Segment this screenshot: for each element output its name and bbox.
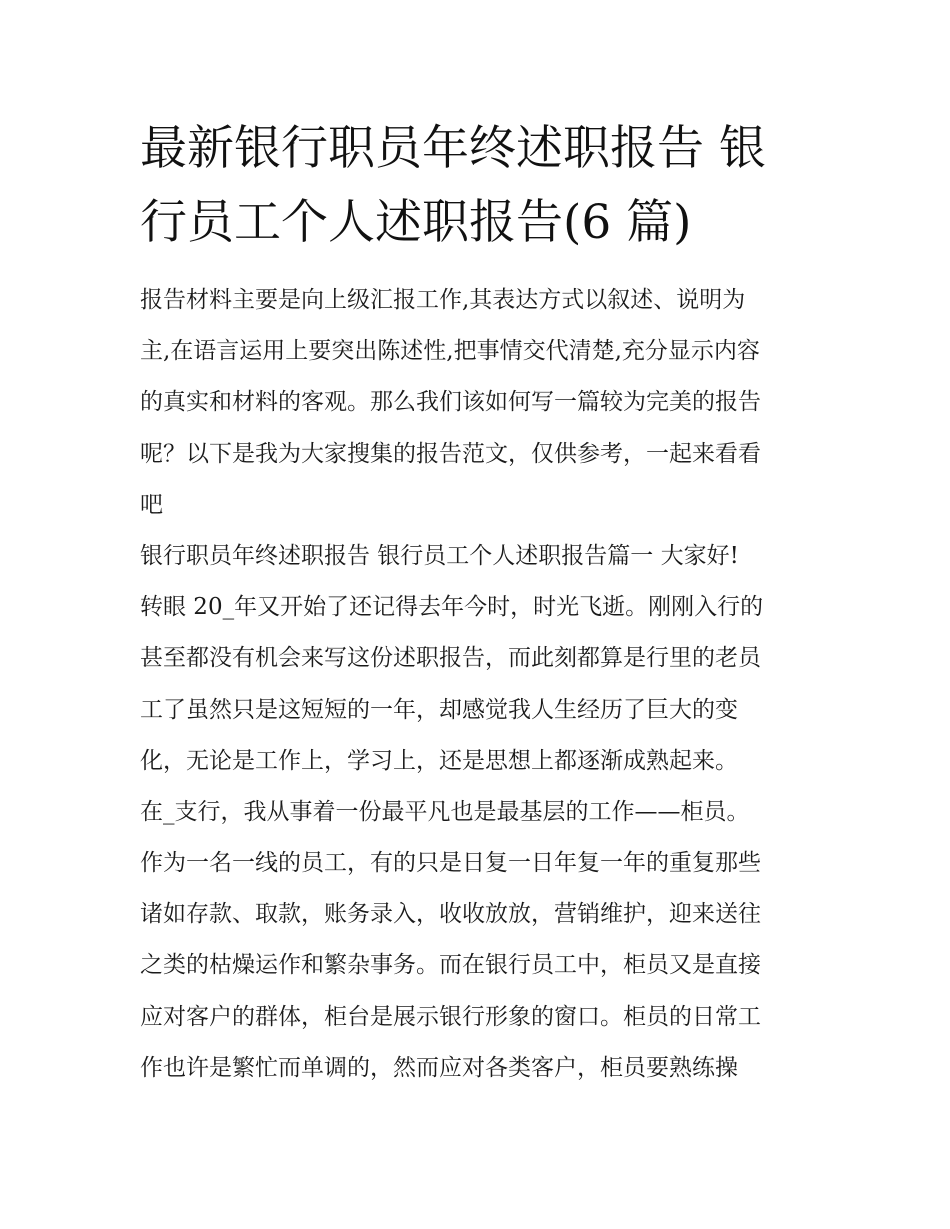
document-body bbox=[140, 275, 830, 1094]
body-line: 银行职员年终述职报告 银行员工个人述职报告篇一 大家好! bbox=[140, 542, 739, 569]
body-line: 在_支行，我从事着一份最平凡也是最基层的工作——柜员。 bbox=[140, 798, 750, 825]
title-line: 最新银行职员年终述职报告 银 bbox=[140, 121, 766, 176]
body-line: 诸如存款、取款，账务录入，收收放放，营销维护，迎来送往 bbox=[140, 901, 761, 928]
body-line: 主,在语言运用上要突出陈述性,把事情交代清楚,充分显示内容 bbox=[140, 338, 760, 365]
body-line: 之类的枯燥运作和繁杂事务。而在银行员工中，柜员又是直接 bbox=[140, 952, 761, 979]
document-title bbox=[140, 112, 830, 260]
body-line: 工了虽然只是这短短的一年，却感觉我人生经历了巨大的变 bbox=[140, 696, 738, 723]
body-line: 呢？以下是我为大家搜集的报告范文，仅供参考，一起来看看 bbox=[140, 440, 761, 467]
body-line: 作也许是繁忙而单调的，然而应对各类客户，柜员要熟练操 bbox=[140, 1054, 738, 1081]
body-line: 应对客户的群体，柜台是展示银行形象的窗口。柜员的日常工 bbox=[140, 1003, 761, 1030]
body-line: 化，无论是工作上，学习上，还是思想上都逐渐成熟起来。 bbox=[140, 747, 738, 774]
body-line: 作为一名一线的员工，有的只是日复一日年复一年的重复那些 bbox=[140, 850, 761, 877]
body-line: 转眼 20_年又开始了还记得去年今时，时光飞逝。刚刚入行的 bbox=[140, 594, 764, 621]
title-line: 行员工个人述职报告(6 篇) bbox=[140, 195, 692, 250]
body-line: 吧 bbox=[140, 491, 163, 518]
body-line: 的真实和材料的客观。那么我们该如何写一篇较为完美的报告 bbox=[140, 389, 761, 416]
body-line: 报告材料主要是向上级汇报工作,其表达方式以叙述、说明为 bbox=[140, 287, 746, 313]
body-line: 甚至都没有机会来写这份述职报告，而此刻都算是行里的老员 bbox=[140, 645, 761, 672]
